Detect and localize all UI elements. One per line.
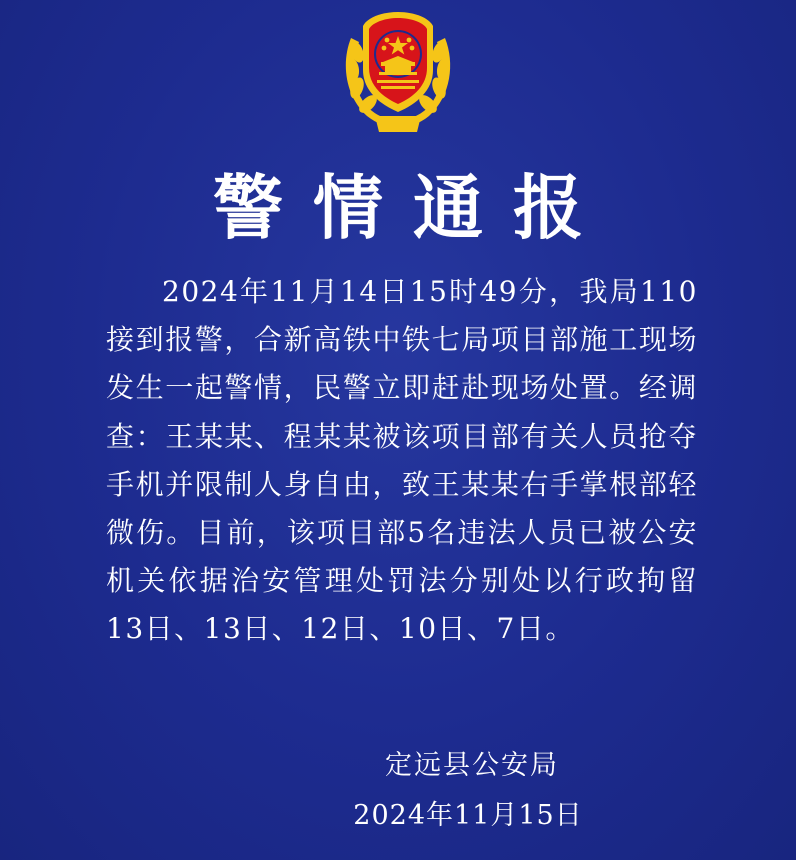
police-emblem-icon: [337, 8, 459, 134]
issue-date: 2024年11月15日: [353, 800, 583, 831]
issuer-signature: 定远县公安局: [385, 750, 559, 781]
notice-body: 2024年11月14日15时49分，我局110接到报警，合新高铁中铁七局项目部施工现场发生一起警情，民警立即赶赴现场处置。经调查：王某某、程某某被该项目部有关人员抢夺手机并限制人身自由，致王某某右手掌根部轻微伤。目前，该项目部5名违法人员已被公安机关依据治安管理处罚法分别处以行政拘留13日、13日、12日、10日、7日。: [106, 275, 698, 646]
notice-title: 警情通报: [213, 167, 613, 249]
